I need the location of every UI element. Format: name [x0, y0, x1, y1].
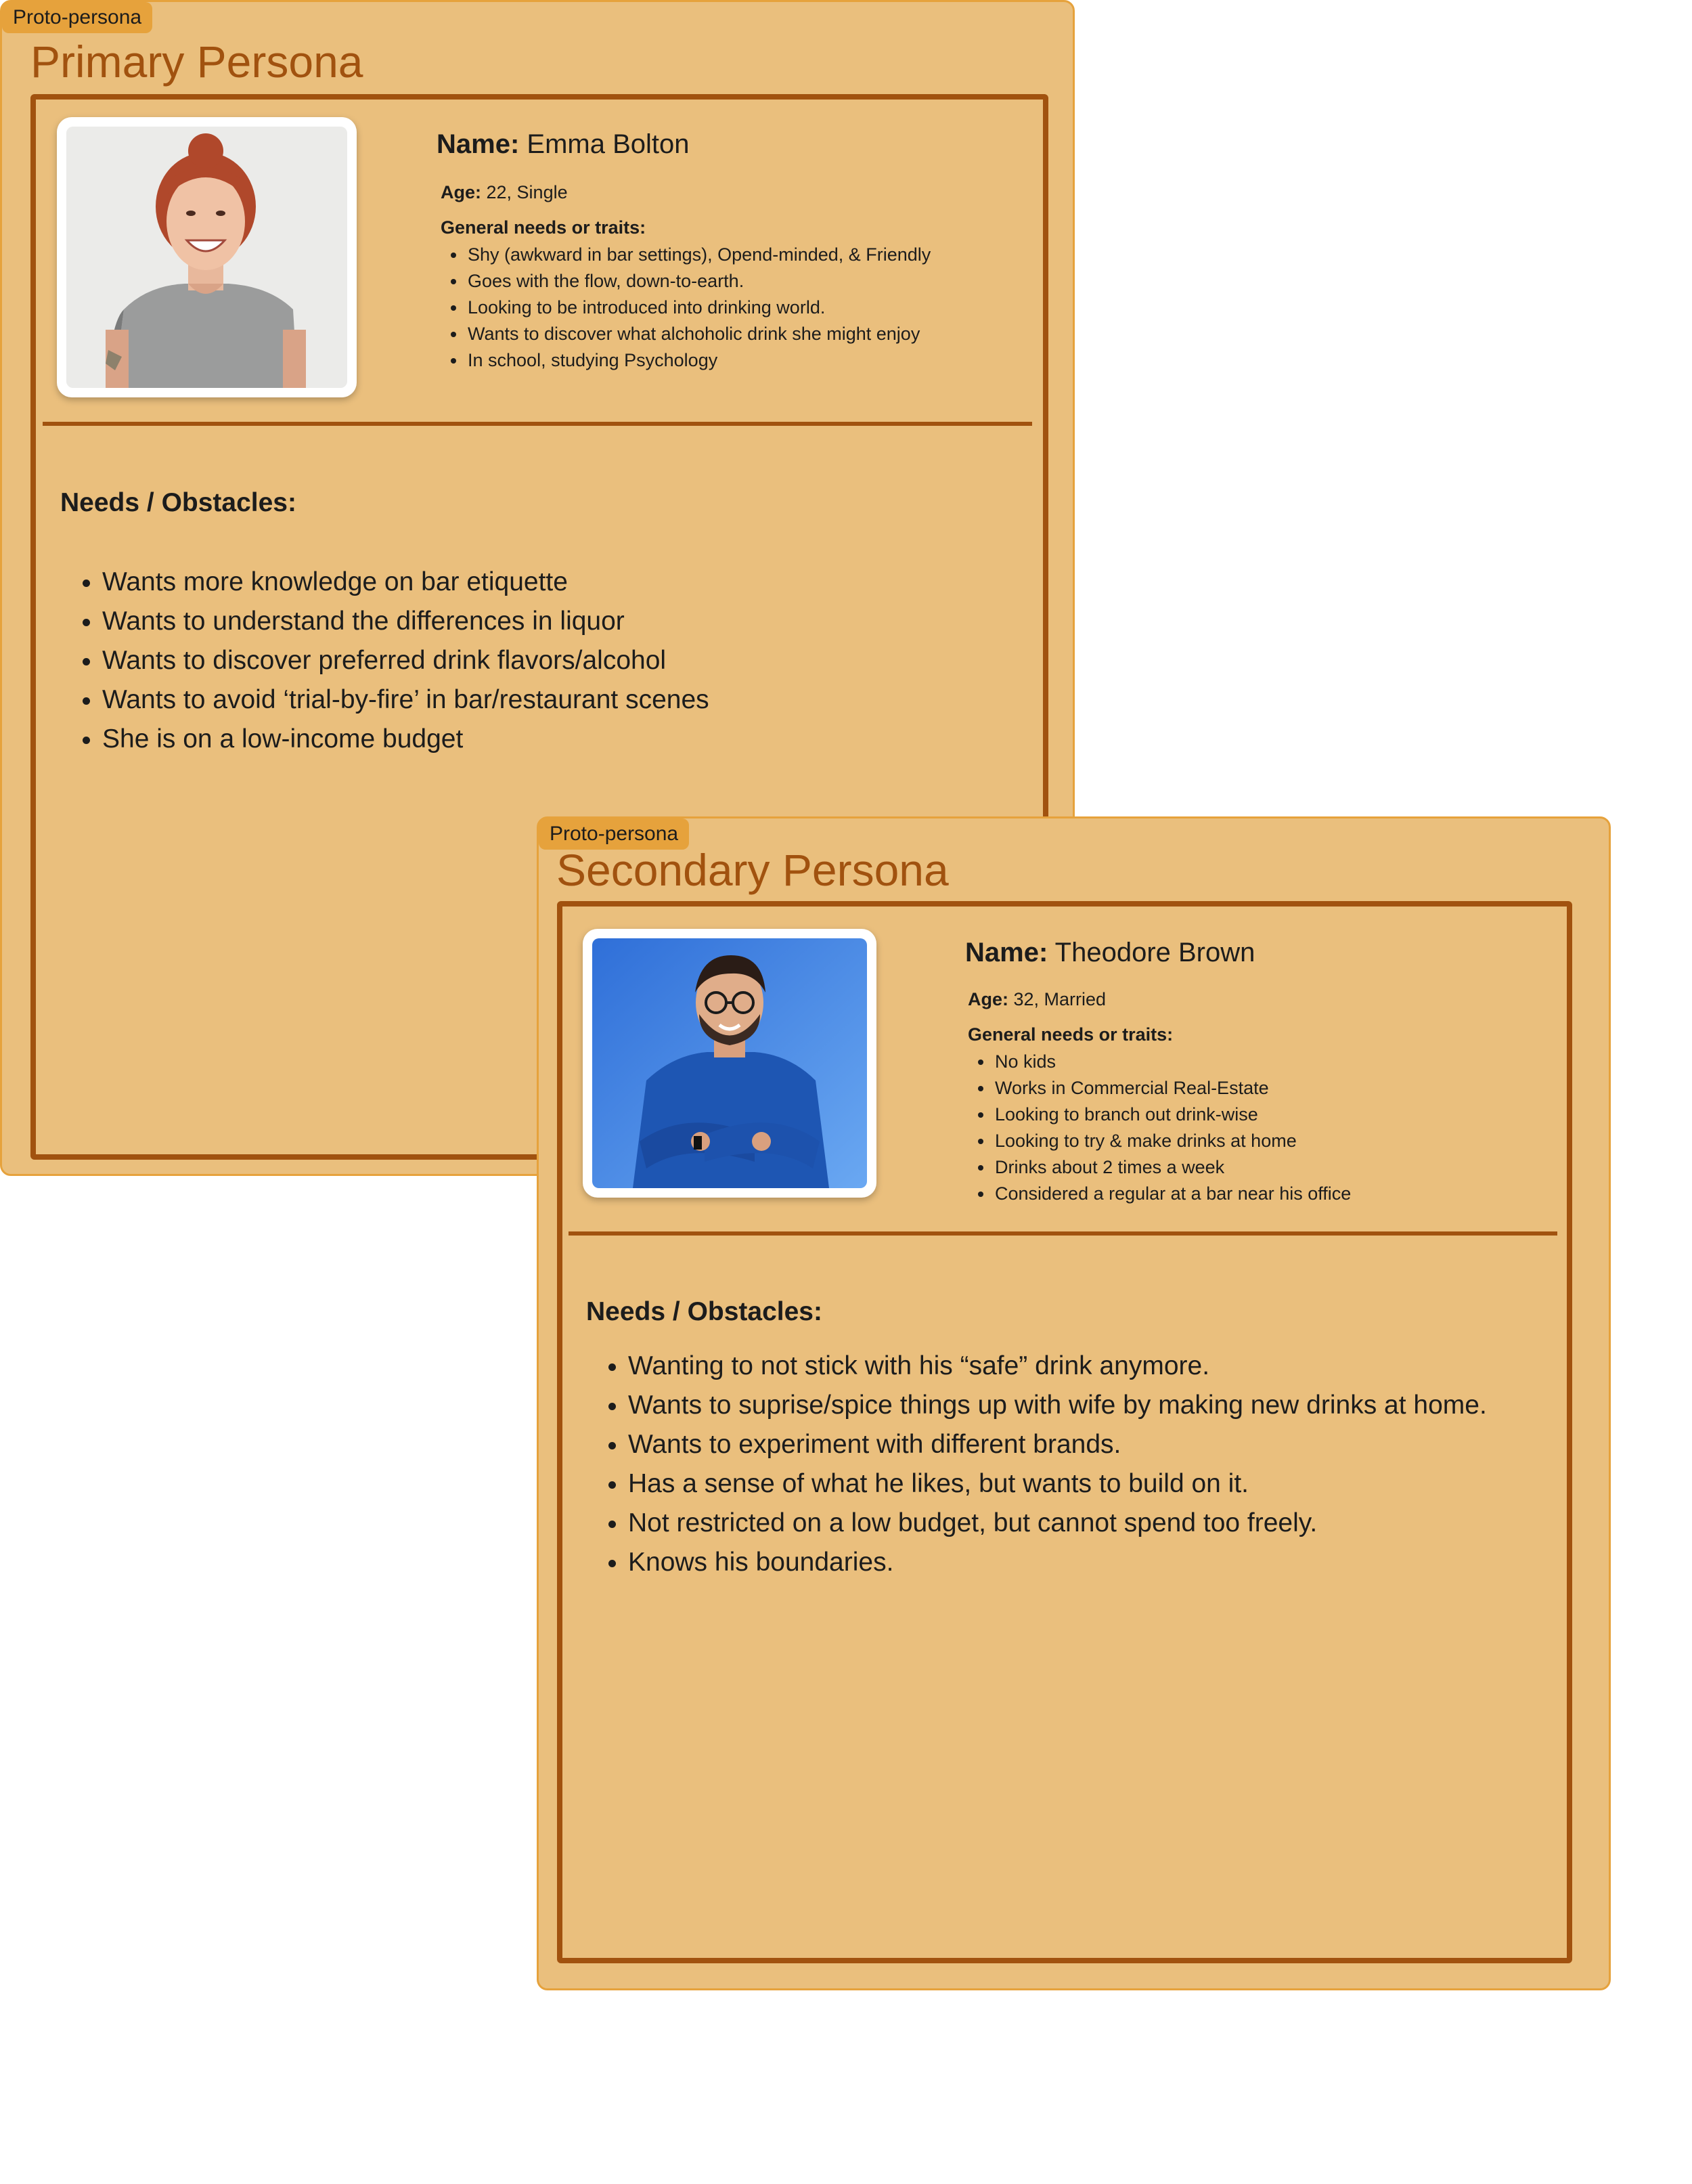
list-item: • Wants to discover what alchoholic drink she might enjoy [466, 321, 931, 347]
primary-persona-title: Primary Persona [30, 37, 363, 87]
list-item: • Drinks about 2 times a week [994, 1154, 1351, 1181]
list-item: • Looking to try & make drinks at home [994, 1128, 1351, 1154]
primary-age-label: Age: [441, 182, 481, 202]
list-item: • Wants to discover preferred drink flavors/alcohol [102, 641, 709, 680]
secondary-traits-label: General needs or traits: [968, 1024, 1174, 1045]
man-portrait-photo-icon [592, 938, 867, 1188]
list-item: • Knows his boundaries. [628, 1543, 1487, 1582]
primary-age-line [441, 181, 568, 204]
list-item: • Looking to branch out drink-wise [994, 1101, 1351, 1128]
primary-name-value: Emma Bolton [527, 129, 690, 159]
primary-age-value: 22, Single [486, 182, 568, 202]
primary-name-line [437, 128, 690, 160]
secondary-persona-photo [583, 929, 876, 1198]
list-item: • Wanting to not stick with his “safe” drink anymore. [628, 1347, 1487, 1386]
primary-needs-list [60, 563, 709, 759]
list-item: • Wants to avoid ‘trial-by-fire’ in bar/restaurant scenes [102, 680, 709, 720]
secondary-needs-list [586, 1347, 1487, 1582]
primary-name-label: Name: [437, 129, 520, 159]
secondary-name-value: Theodore Brown [1054, 938, 1255, 967]
primary-proto-persona-tag[interactable]: Proto-persona [2, 2, 152, 33]
list-item: • Shy (awkward in bar settings), Opend-minded, & Friendly [466, 242, 931, 268]
primary-traits-label: General needs or traits: [441, 217, 646, 238]
secondary-needs-title: Needs / Obstacles: [586, 1297, 822, 1326]
woman-portrait-photo-icon [66, 127, 347, 388]
secondary-persona-frame[interactable] [537, 816, 1611, 1990]
secondary-age-label: Age: [968, 989, 1008, 1009]
list-item: • Wants more knowledge on bar etiquette [102, 563, 709, 602]
primary-traits-list [441, 242, 931, 374]
list-item: • Has a sense of what he likes, but wants to build on it. [628, 1464, 1487, 1504]
list-item: • She is on a low-income budget [102, 720, 709, 759]
list-item: • Wants to experiment with different brands. [628, 1425, 1487, 1464]
secondary-age-value: 32, Married [1013, 989, 1107, 1009]
list-item: • Goes with the flow, down-to-earth. [466, 268, 931, 294]
list-item: • No kids [994, 1049, 1351, 1075]
secondary-proto-persona-tag[interactable]: Proto-persona [539, 818, 689, 850]
secondary-divider [569, 1231, 1557, 1236]
secondary-traits-list [968, 1049, 1351, 1207]
secondary-name-line [965, 936, 1255, 969]
list-item: • Works in Commercial Real-Estate [994, 1075, 1351, 1101]
list-item: • Not restricted on a low budget, but cannot spend too freely. [628, 1504, 1487, 1543]
secondary-persona-title: Secondary Persona [556, 845, 949, 895]
primary-persona-photo [57, 117, 357, 397]
secondary-name-label: Name: [965, 938, 1048, 967]
primary-needs-title: Needs / Obstacles: [60, 488, 296, 517]
list-item: • Looking to be introduced into drinking world. [466, 294, 931, 321]
list-item: • Considered a regular at a bar near his office [994, 1181, 1351, 1207]
primary-divider [43, 422, 1032, 426]
list-item: • In school, studying Psychology [466, 347, 931, 374]
secondary-age-line [968, 988, 1106, 1011]
list-item: • Wants to suprise/spice things up with wife by making new drinks at home. [628, 1386, 1487, 1425]
list-item: • Wants to understand the differences in liquor [102, 602, 709, 641]
